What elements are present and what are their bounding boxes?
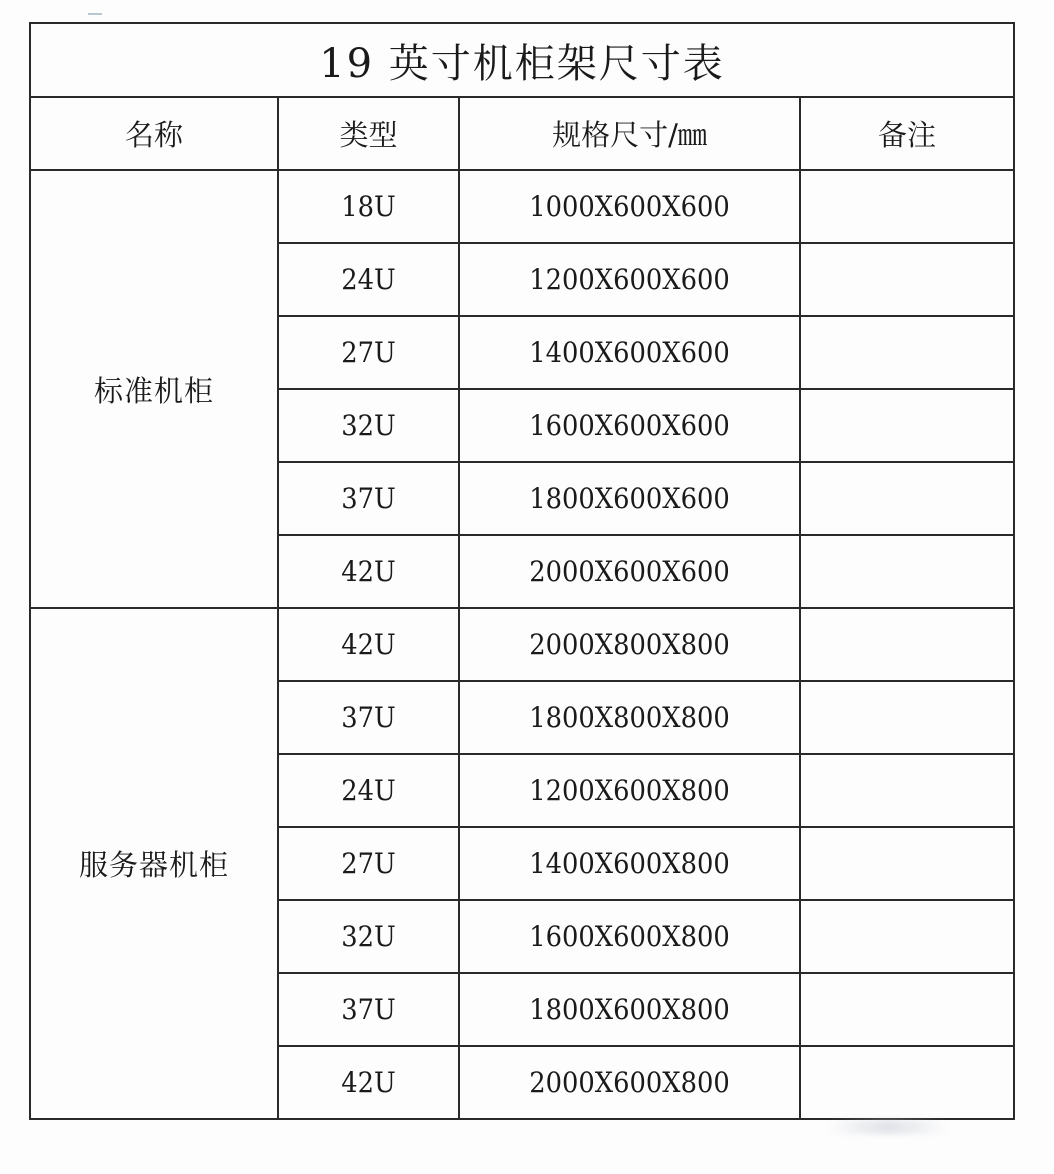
title-row — [30, 23, 1014, 97]
note-cell — [800, 316, 1014, 389]
group-name-standard: 标准机柜 — [30, 170, 278, 608]
note-cell — [800, 170, 1014, 243]
type-cell: 42U — [285, 1046, 452, 1119]
type-cell: 42U — [285, 535, 452, 608]
note-cell — [800, 389, 1014, 462]
type-cell: 27U — [285, 827, 452, 900]
size-cell: 1200X600X600 — [473, 243, 787, 316]
header-size: 规格尺寸/㎜ — [459, 97, 800, 170]
note-cell — [800, 243, 1014, 316]
top-decorative-mark — [88, 13, 102, 15]
size-cell: 2000X600X600 — [473, 535, 787, 608]
note-cell — [800, 754, 1014, 827]
size-cell: 1400X600X800 — [473, 827, 787, 900]
table-row — [30, 608, 1014, 681]
note-cell — [800, 681, 1014, 754]
type-cell: 32U — [285, 900, 452, 973]
size-cell: 2000X800X800 — [473, 608, 787, 681]
table-title: 19 英寸机柜架尺寸表 — [30, 23, 1014, 97]
type-cell: 32U — [285, 389, 452, 462]
header-name: 名称 — [30, 97, 278, 170]
type-cell: 24U — [285, 243, 452, 316]
size-cell: 1600X600X600 — [473, 389, 787, 462]
note-cell — [800, 608, 1014, 681]
faded-watermark — [828, 1120, 948, 1134]
type-cell: 42U — [285, 608, 452, 681]
note-cell — [800, 900, 1014, 973]
group-name-server: 服务器机柜 — [30, 608, 278, 1119]
note-cell — [800, 827, 1014, 900]
size-cell: 1800X600X800 — [473, 973, 787, 1046]
type-cell: 37U — [285, 681, 452, 754]
type-cell: 18U — [285, 170, 452, 243]
size-cell: 1400X600X600 — [473, 316, 787, 389]
note-cell — [800, 462, 1014, 535]
type-cell: 37U — [285, 973, 452, 1046]
size-cell: 1600X600X800 — [473, 900, 787, 973]
note-cell — [800, 973, 1014, 1046]
type-cell: 37U — [285, 462, 452, 535]
table-row — [30, 170, 1014, 243]
size-cell: 1000X600X600 — [473, 170, 787, 243]
header-row — [30, 97, 1014, 170]
header-type: 类型 — [278, 97, 459, 170]
note-cell — [800, 1046, 1014, 1119]
type-cell: 27U — [285, 316, 452, 389]
size-cell: 1800X600X600 — [473, 462, 787, 535]
size-cell: 2000X600X800 — [473, 1046, 787, 1119]
size-cell: 1800X800X800 — [473, 681, 787, 754]
header-note: 备注 — [800, 97, 1014, 170]
size-cell: 1200X600X800 — [473, 754, 787, 827]
rack-size-table — [29, 22, 1015, 1120]
type-cell: 24U — [285, 754, 452, 827]
note-cell — [800, 535, 1014, 608]
